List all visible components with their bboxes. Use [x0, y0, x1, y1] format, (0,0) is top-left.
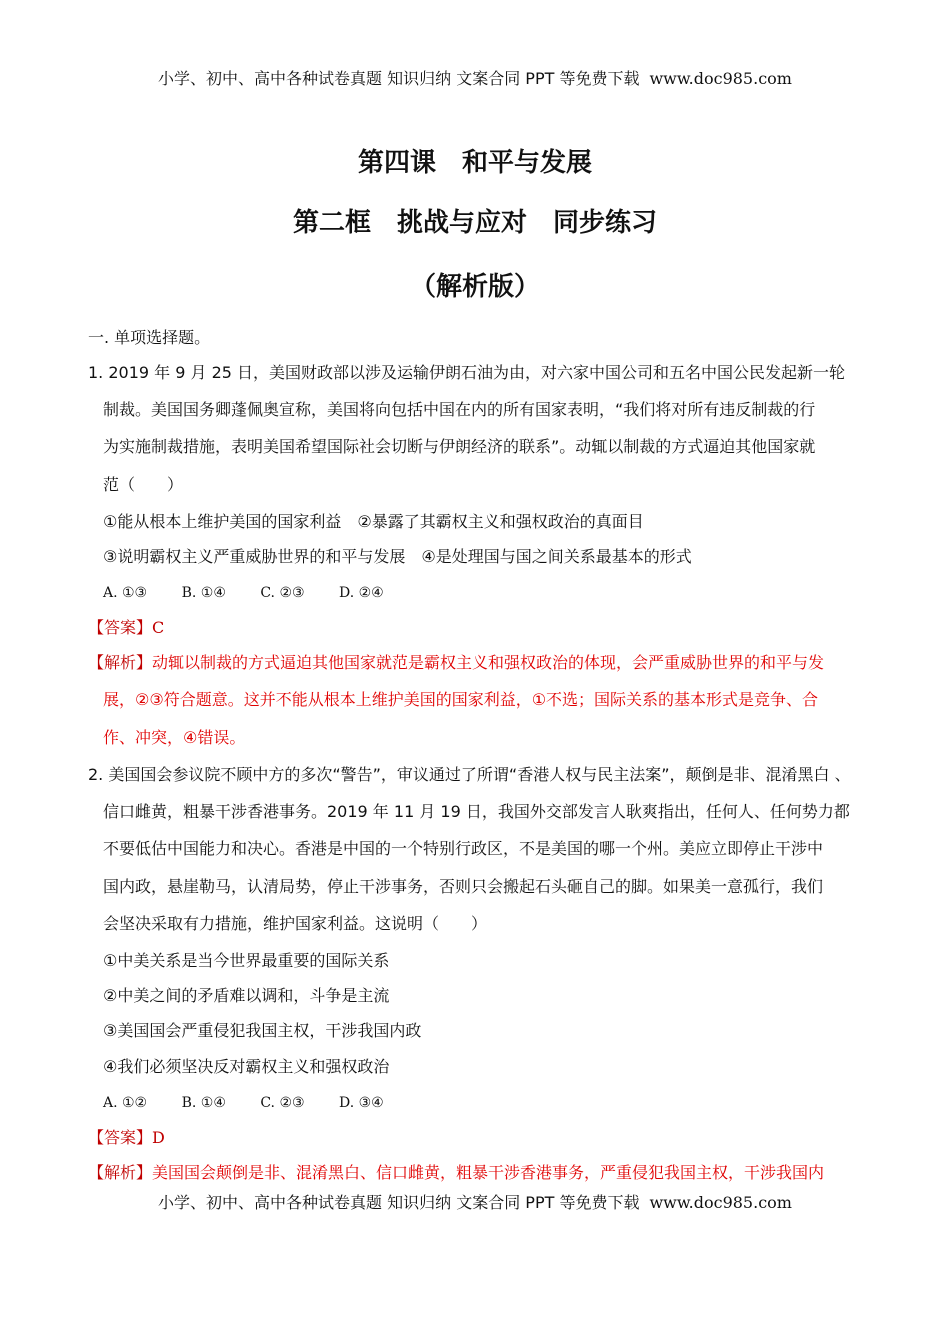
q1-answer	[88, 617, 164, 639]
q2-statement-1: ①中美关系是当今世界最重要的国际关系	[103, 951, 390, 970]
q1-options	[103, 582, 414, 604]
q2-statement-3: ③美国国会严重侵犯我国主权，干涉我国内政	[103, 1021, 422, 1040]
q1-option-a: A. ①③	[103, 585, 148, 601]
q2-option-b: B. ①④	[181, 1095, 226, 1111]
q2-option-c: C. ②③	[260, 1095, 305, 1111]
q1-line-1: 1. 2019 年 9 月 25 日，美国财政部以涉及运输伊朗石油为由，对六家中国公司和五名中国公民发起新一轮	[88, 363, 846, 382]
q2-statement-4: ④我们必须坚决反对霸权主义和强权政治	[103, 1057, 390, 1076]
header-site-link[interactable]: www.doc985.com	[649, 69, 792, 88]
q2-answer-label: 【答案】	[88, 1128, 153, 1147]
q2-line-4: 国内政，悬崖勒马，认清局势，停止干涉事务，否则只会搬起石头砸自己的脚。如果美一意孤行，我们	[103, 877, 824, 896]
header-text: 小学、初中、高中各种试卷真题 知识归纳 文案合同 PPT 等免费下载	[158, 69, 640, 88]
q1-analysis-line-2: 展，②③符合题意。这并不能从根本上维护美国的国家利益，①不选；国际关系的基本形式是竞争、合	[103, 690, 819, 709]
part-heading: 一. 单项选择题。	[88, 328, 211, 347]
q2-line-5: 会坚决采取有力措施，维护国家利益。这说明（ ）	[103, 914, 488, 933]
q2-answer	[88, 1127, 165, 1149]
q2-options	[103, 1092, 414, 1114]
q2-option-a: A. ①②	[103, 1095, 148, 1111]
q2-statement-2: ②中美之间的矛盾难以调和，斗争是主流	[103, 986, 390, 1005]
q2-line-3: 不要低估中国能力和决心。香港是中国的一个特别行政区，不是美国的哪一个州。美应立即停止干涉中	[103, 839, 824, 858]
q1-answer-label: 【答案】	[88, 618, 153, 637]
q1-analysis-line-3: 作、冲突，④错误。	[103, 728, 246, 747]
q1-statement-1: ①能从根本上维护美国的国家利益 ②暴露了其霸权主义和强权政治的真面目	[103, 512, 644, 531]
q2-option-d: D. ③④	[339, 1095, 384, 1111]
q1-option-b: B. ①④	[181, 585, 226, 601]
page-header	[0, 66, 950, 89]
q2-answer-value: D	[152, 1128, 165, 1147]
page-footer	[0, 1190, 950, 1213]
q1-analysis-line-1	[88, 652, 824, 674]
footer-site-link[interactable]: www.doc985.com	[649, 1193, 792, 1212]
q1-line-3: 为实施制裁措施，表明美国希望国际社会切断与伊朗经济的联系”。动辄以制裁的方式逼迫其他国家就	[103, 437, 816, 456]
q1-option-d: D. ②④	[339, 585, 384, 601]
q2-analysis-text-1: 美国国会颠倒是非、混淆黑白、信口雌黄，粗暴干涉香港事务，严重侵犯我国主权，干涉我国内	[152, 1163, 825, 1182]
q1-answer-value: C	[152, 618, 165, 637]
q2-line-2: 信口雌黄，粗暴干涉香港事务。2019 年 11 月 19 日，我国外交部发言人耿爽指出，任何人、任何势力都	[103, 802, 850, 821]
q1-line-4: 范（ ）	[103, 475, 184, 494]
q1-statement-2: ③说明霸权主义严重威胁世界的和平与发展 ④是处理国与国之间关系最基本的形式	[103, 547, 692, 566]
q2-line-1: 2. 美国国会参议院不顾中方的多次“警告”，审议通过了所谓“香港人权与民主法案”，颠倒是非、混淆黑白 、	[88, 765, 851, 784]
q1-line-2: 制裁。美国国务卿蓬佩奥宣称，美国将向包括中国在内的所有国家表明，“我们将对所有违反制裁的行	[103, 400, 816, 419]
section-title: 第二框 挑战与应对 同步练习	[292, 208, 657, 238]
lesson-title: 第四课 和平与发展	[357, 148, 592, 178]
q1-analysis-text-1: 动辄以制裁的方式逼迫其他国家就范是霸权主义和强权政治的体现，会严重威胁世界的和平与发	[152, 653, 825, 672]
footer-text: 小学、初中、高中各种试卷真题 知识归纳 文案合同 PPT 等免费下载	[158, 1193, 640, 1212]
q2-analysis-line-1	[88, 1162, 824, 1184]
q2-analysis-label: 【解析】	[88, 1163, 153, 1182]
edition-title: （解析版）	[409, 272, 540, 302]
q1-analysis-label: 【解析】	[88, 653, 153, 672]
q1-option-c: C. ②③	[260, 585, 305, 601]
